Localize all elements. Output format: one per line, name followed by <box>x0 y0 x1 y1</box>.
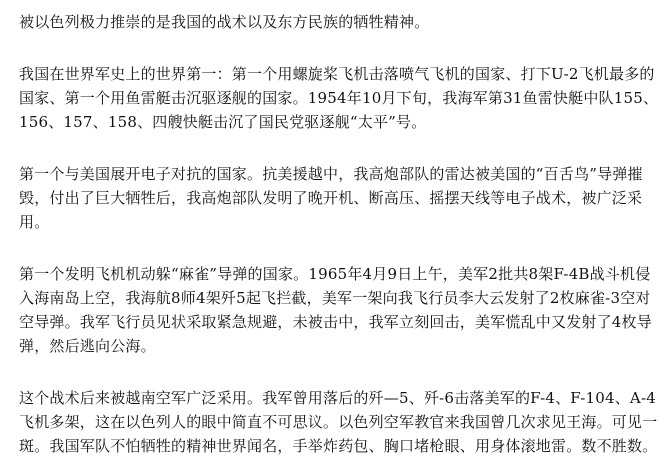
paragraph-intro: 被以色列极力推崇的是我国的战术以及东方民族的牺牲精神。 <box>19 13 430 31</box>
article-body <box>19 10 659 458</box>
paragraph-tactics-spirit: 这个战术后来被越南空军广泛采用。我军曾用落后的歼—5、歼-6击落美军的F-4、F-104、A-4飞机多架，这在以色列人的眼中简直不可思议。以色列空军教官来我国曾几次求见王海。可见一斑。我国军队不怕牺牲的精神世界闻名，手举炸药包、胸口堵枪眼、用身体滚地雷。数不胜数。 <box>19 389 658 455</box>
paragraph-electronic-warfare: 第一个与美国展开电子对抗的国家。抗美援越中，我高炮部队的雷达被美国的“百舌鸟”导弹摧毁，付出了巨大牺牲后，我高炮部队发明了晚开机、断高压、摇摆天线等电子战术，被广泛采用。 <box>19 165 643 231</box>
paragraph-missile-evasion: 第一个发明飞机机动躲“麻雀”导弹的国家。1965年4月9日上午，美军2批共8架F-4B战斗机侵入海南岛上空，我海航8师4架歼5起飞拦截，美军一架向我飞行员李大云发射了2枚麻雀-3空对空导弹。我军飞行员见状采取紧急规避，未被击中，我军立刻回击，美军慌乱中又发射了4枚导弹，然后逃向公海。 <box>19 265 652 355</box>
paragraph-world-firsts: 我国在世界军史上的世界第一：第一个用螺旋桨飞机击落喷气飞机的国家、打下U-2飞机最多的国家、第一个用鱼雷艇击沉驱逐舰的国家。1954年10月下旬，我海军第31鱼雷快艇中队155、156、157、158、四艘快艇击沉了国民党驱逐舰“太平”号。 <box>19 65 659 131</box>
